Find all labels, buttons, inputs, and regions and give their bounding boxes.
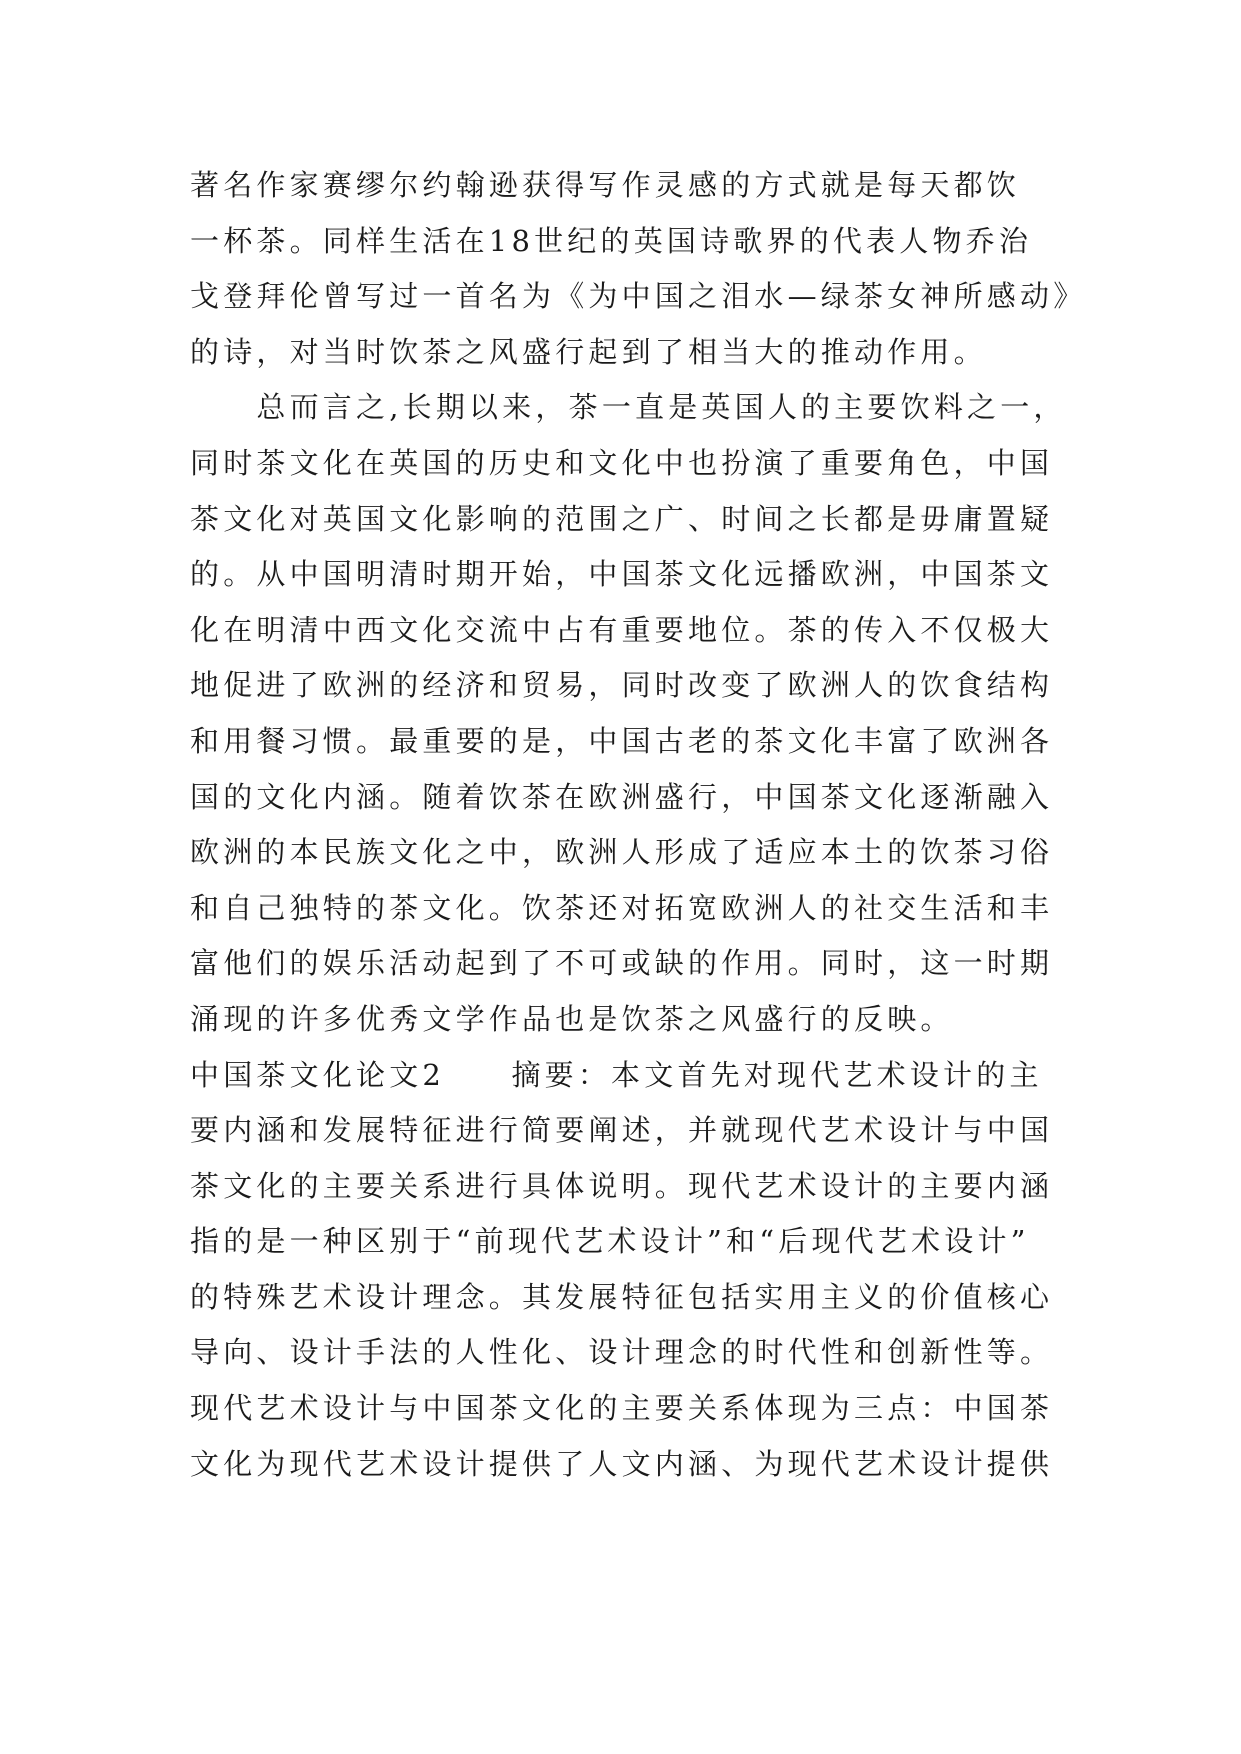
text-line: 的。从中国明清时期开始，中国茶文化远播欧洲，中国茶文	[190, 557, 1054, 592]
text-line: 的诗，对当时饮茶之风盛行起到了相当大的推动作用。	[190, 334, 987, 369]
text-line: 著名作家赛缪尔约翰逊获得写作灵感的方式就是每天都饮	[190, 168, 1021, 202]
text-line: 要内涵和发展特征进行简要阐述，并就现代艺术设计与中国	[190, 1113, 1054, 1148]
text-line: 和自己独特的茶文化。饮茶还对拓宽欧洲人的社交生活和丰	[190, 890, 1054, 925]
text-line: 化在明清中西文化交流中占有重要地位。茶的传入不仅极大	[190, 612, 1054, 647]
text-line: 富他们的娱乐活动起到了不可或缺的作用。同时，这一时期	[190, 946, 1054, 981]
section-heading-line: 中国茶文化论文2 摘要：本文首先对现代艺术设计的主	[190, 1057, 1043, 1092]
text-line: 茶文化对英国文化影响的范围之广、时间之长都是毋庸置疑	[190, 501, 1054, 536]
text-line: 导向、设计手法的人性化、设计理念的时代性和创新性等。	[190, 1335, 1054, 1370]
document-body	[190, 158, 1090, 1492]
text-line: 和用餐习惯。最重要的是，中国古老的茶文化丰富了欧洲各	[190, 723, 1054, 758]
text-line: 欧洲的本民族文化之中，欧洲人形成了适应本土的饮茶习俗	[190, 835, 1054, 870]
text-line: 现代艺术设计与中国茶文化的主要关系体现为三点：中国茶	[190, 1391, 1054, 1426]
text-line: 戈登拜伦曾写过一首名为《为中国之泪水—绿茶女神所感动》	[190, 279, 1087, 314]
text-line: 茶文化的主要关系进行具体说明。现代艺术设计的主要内涵	[190, 1168, 1054, 1203]
text-line: 国的文化内涵。随着饮茶在欧洲盛行，中国茶文化逐渐融入	[190, 779, 1054, 814]
text-line: 同时茶文化在英国的历史和文化中也扮演了重要角色，中国	[190, 445, 1054, 480]
text-line: 的特殊艺术设计理念。其发展特征包括实用主义的价值核心	[190, 1279, 1054, 1314]
text-line: 总而言之,长期以来，茶一直是英国人的主要饮料之一，	[190, 390, 1067, 425]
text-line: 文化为现代艺术设计提供了人文内涵、为现代艺术设计提供	[190, 1446, 1054, 1481]
text-line: 涌现的许多优秀文学作品也是饮茶之风盛行的反映。	[190, 1001, 954, 1036]
text-line: 一杯茶。同样生活在18世纪的英国诗歌界的代表人物乔治	[190, 223, 1033, 258]
text-line: 地促进了欧洲的经济和贸易，同时改变了欧洲人的饮食结构	[190, 668, 1054, 703]
text-line: 指的是一种区别于“前现代艺术设计”和“后现代艺术设计”	[190, 1224, 1030, 1259]
